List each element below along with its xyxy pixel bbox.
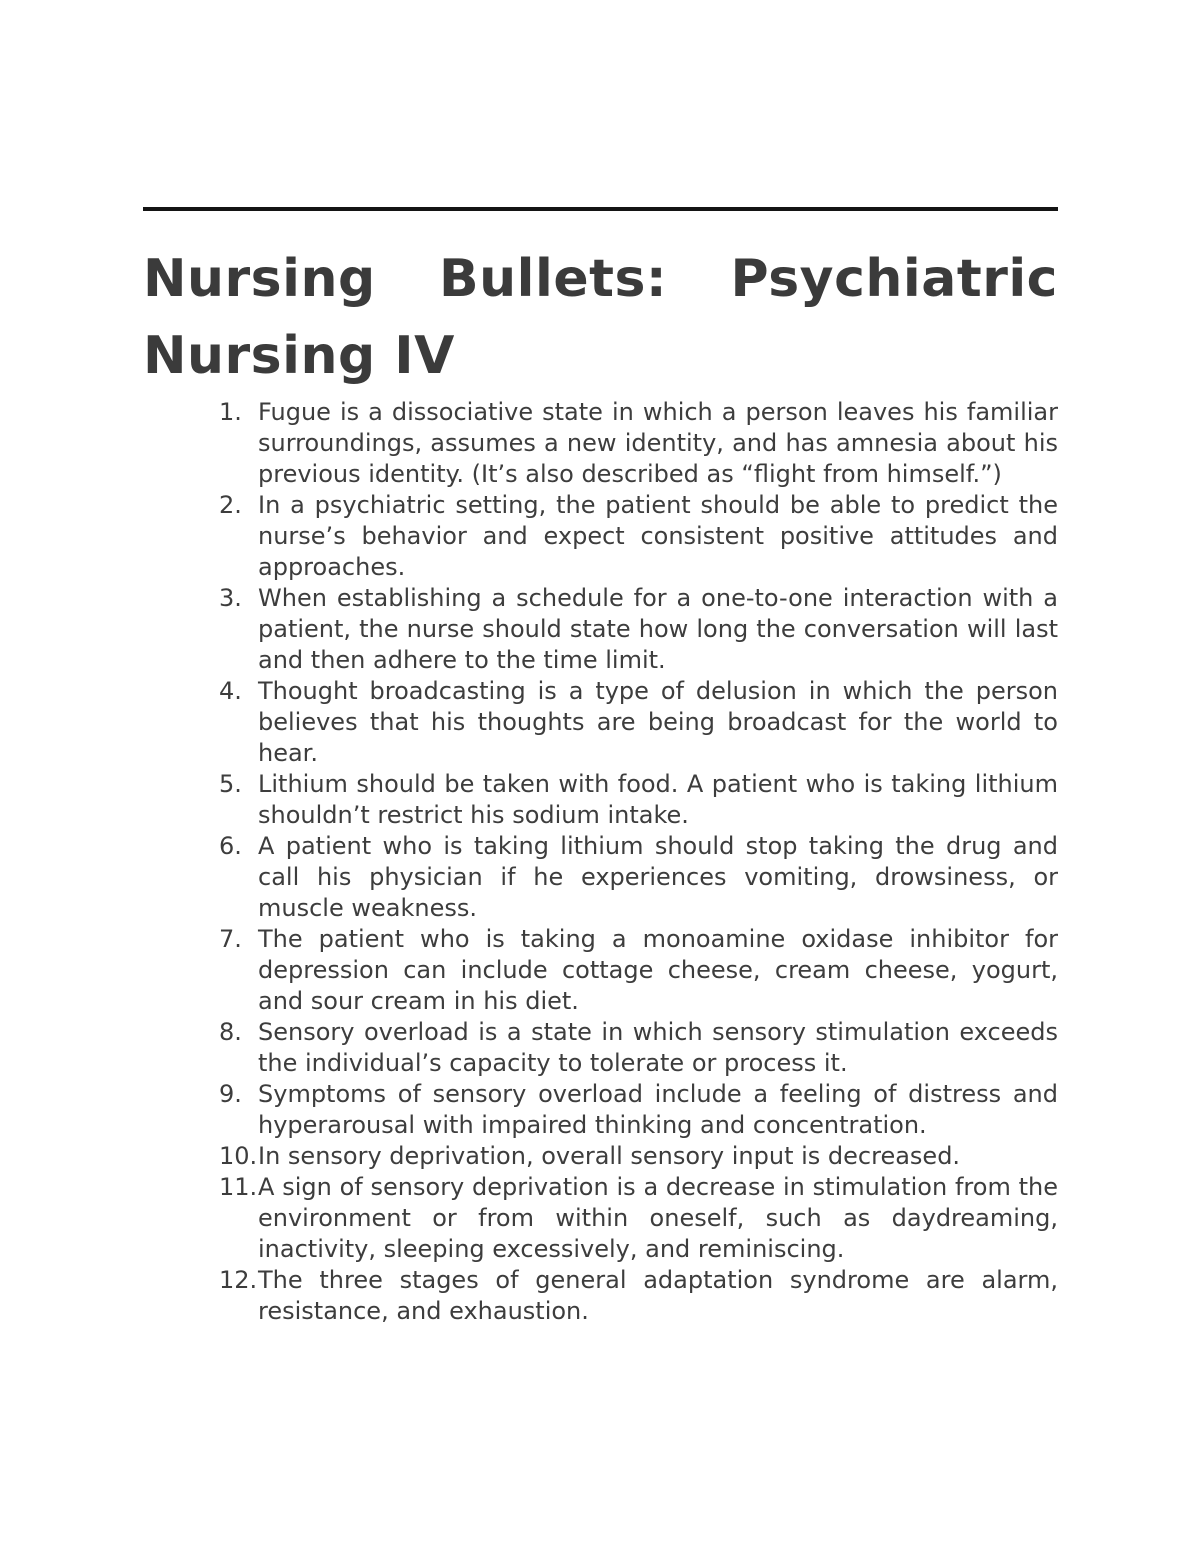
item-text: Thought broadcasting is a type of delusion in which the person believes that his thoughts are being broadcast for the world to hear. [258,677,1058,767]
item-text: Lithium should be taken with food. A patient who is taking lithium shouldn’t restrict his sodium intake. [258,770,1058,829]
item-number: 11. [219,1173,258,1201]
item-text: When establishing a schedule for a one-to-one interaction with a patient, the nurse should state how long the conversation will last and then adhere to the time limit. [258,584,1058,674]
item-text: In a psychiatric setting, the patient should be able to predict the nurse’s behavior and expect consistent positive attitudes and approaches. [258,491,1058,581]
document-page [143,207,1058,1327]
item-text: The three stages of general adaptation syndrome are alarm, resistance, and exhaustion. [258,1266,1058,1325]
list-item [143,676,1058,769]
item-text: The patient who is taking a monoamine oxidase inhibitor for depression can include cottage cheese, cream cheese, yogurt, and sour cream in his diet. [258,925,1058,1015]
list-item [143,769,1058,831]
item-text: Symptoms of sensory overload include a feeling of distress and hyperarousal with impaired thinking and concentration. [258,1080,1058,1139]
item-number: 10. [219,1142,258,1170]
item-text: In sensory deprivation, overall sensory input is decreased. [258,1142,961,1170]
item-number: 8. [219,1018,242,1046]
list-item [143,924,1058,1017]
item-number: 12. [219,1266,258,1294]
header-rule [143,207,1058,211]
item-text: Fugue is a dissociative state in which a person leaves his familiar surroundings, assumes a new identity, and has amnesia about his previous identity. (It’s also described as “flight from himself.”) [258,398,1058,488]
list-item [143,490,1058,583]
item-number: 3. [219,584,242,612]
list-item [143,1141,1058,1172]
list-item [143,1265,1058,1327]
item-number: 7. [219,925,242,953]
bullet-list [143,397,1058,1327]
item-number: 2. [219,491,242,519]
list-item [143,1079,1058,1141]
list-item [143,583,1058,676]
list-item [143,1017,1058,1079]
item-number: 4. [219,677,242,705]
item-text: Sensory overload is a state in which sensory stimulation exceeds the individual’s capacity to tolerate or process it. [258,1018,1058,1077]
item-number: 1. [219,398,242,426]
list-item [143,1172,1058,1265]
document-title: Nursing Bullets: Psychiatric Nursing IV [143,249,1058,386]
item-text: A patient who is taking lithium should stop taking the drug and call his physician if he experiences vomiting, drowsiness, or muscle weakness. [258,832,1058,922]
item-number: 6. [219,832,242,860]
list-item [143,397,1058,490]
item-number: 9. [219,1080,242,1108]
item-number: 5. [219,770,242,798]
item-text: A sign of sensory deprivation is a decrease in stimulation from the environment or from within oneself, such as daydreaming, inactivity, sleeping excessively, and reminiscing. [258,1173,1058,1263]
list-item [143,831,1058,924]
